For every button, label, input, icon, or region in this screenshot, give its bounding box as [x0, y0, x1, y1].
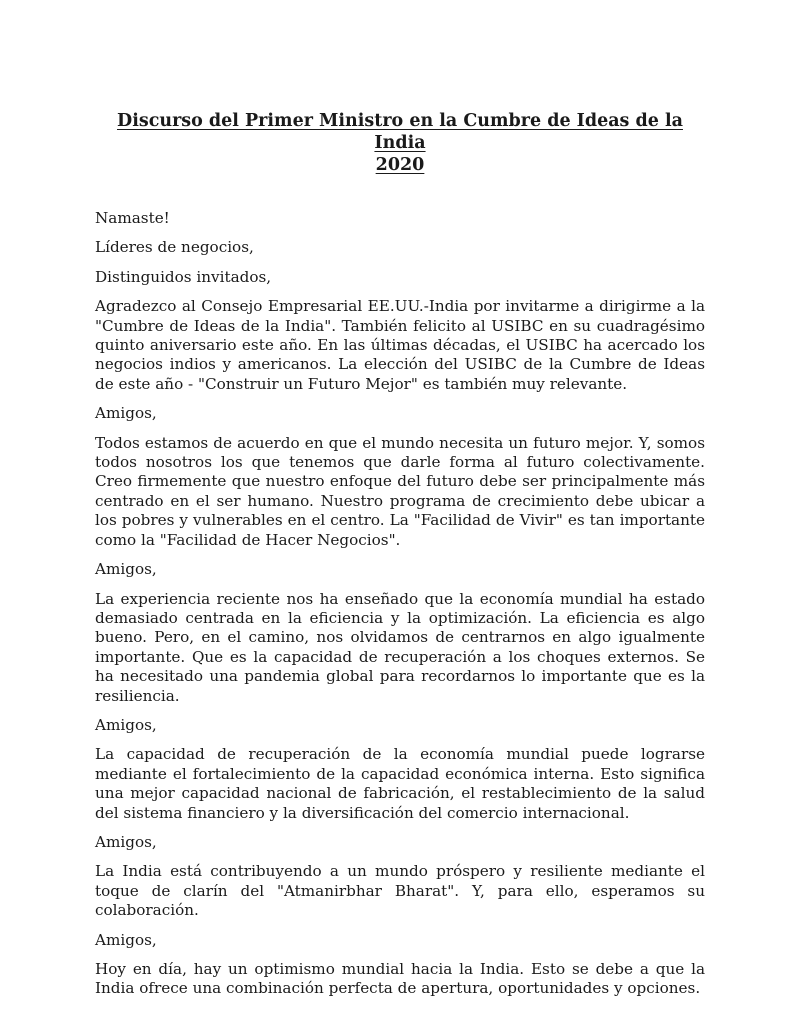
title-line-2: 2020 — [375, 155, 425, 175]
paragraph: Hoy en día, hay un optimismo mundial hacia la India. Esto se debe a que la India ofrece una combinación perfecta de apertura, oportunidades y opciones. — [95, 960, 705, 998]
document-body — [95, 209, 705, 999]
salutation-friends: Amigos, — [95, 930, 157, 949]
paragraph: Todos estamos de acuerdo en que el mundo necesita un futuro mejor. Y, somos todos nosotros los que tenemos que darle forma al futuro colectivamente. Creo firmemente que nuestro enfoque del futuro debe ser principalmente más centrado en el ser humano. Nuestro programa de crecimiento debe ubicar a los pobres y vulnerables en el centro. La "Facilidad de Vivir" es tan importante como la "Facilidad de Hacer Negocios". — [95, 433, 705, 549]
greeting: Namaste! — [95, 209, 170, 227]
paragraph: La India está contribuyendo a un mundo próspero y resiliente mediante el toque de clarín del "Atmanirbhar Bharat". Y, para ello, esperamos su colaboración. — [95, 862, 705, 920]
salutation-friends: Amigos, — [95, 560, 157, 579]
salutation-guests: Distinguidos invitados, — [95, 267, 272, 286]
paragraph: La capacidad de recuperación de la economía mundial puede lograrse mediante el fortalecimiento de la capacidad económica interna. Esto significa una mejor capacidad nacional de fabricación, el restablecimiento de la salud del sistema financiero y la diversificación del comercio internacional. — [95, 745, 705, 822]
paragraph: La experiencia reciente nos ha enseñado que la economía mundial ha estado demasiado centrada en la eficiencia y la optimización. La eficiencia es algo bueno. Pero, en el camino, nos olvidamos de centrarnos en algo igualmente importante. Que es la capacidad de recuperación a los choques externos. Se ha necesitado una pandemia global para recordarnos lo importante que es la resiliencia. — [95, 589, 705, 705]
document-title — [95, 110, 705, 176]
salutation-friends: Amigos, — [95, 832, 157, 851]
paragraph: Agradezco al Consejo Empresarial EE.UU.-India por invitarme a dirigirme a la "Cumbre de Ideas de la India". También felicito al USIBC en su cuadragésimo quinto aniversario este año. En las últimas décadas, el USIBC ha acercado los negocios indios y americanos. La elección del USIBC de la Cumbre de Ideas de este año - "Construir un Futuro Mejor" es también muy relevante. — [95, 297, 705, 393]
salutation-business-leaders: Líderes de negocios, — [95, 238, 254, 257]
title-line-1: Discurso del Primer Ministro en la Cumbre de Ideas de la India — [117, 111, 683, 153]
salutation-friends: Amigos, — [95, 404, 157, 423]
salutation-friends: Amigos, — [95, 715, 157, 734]
